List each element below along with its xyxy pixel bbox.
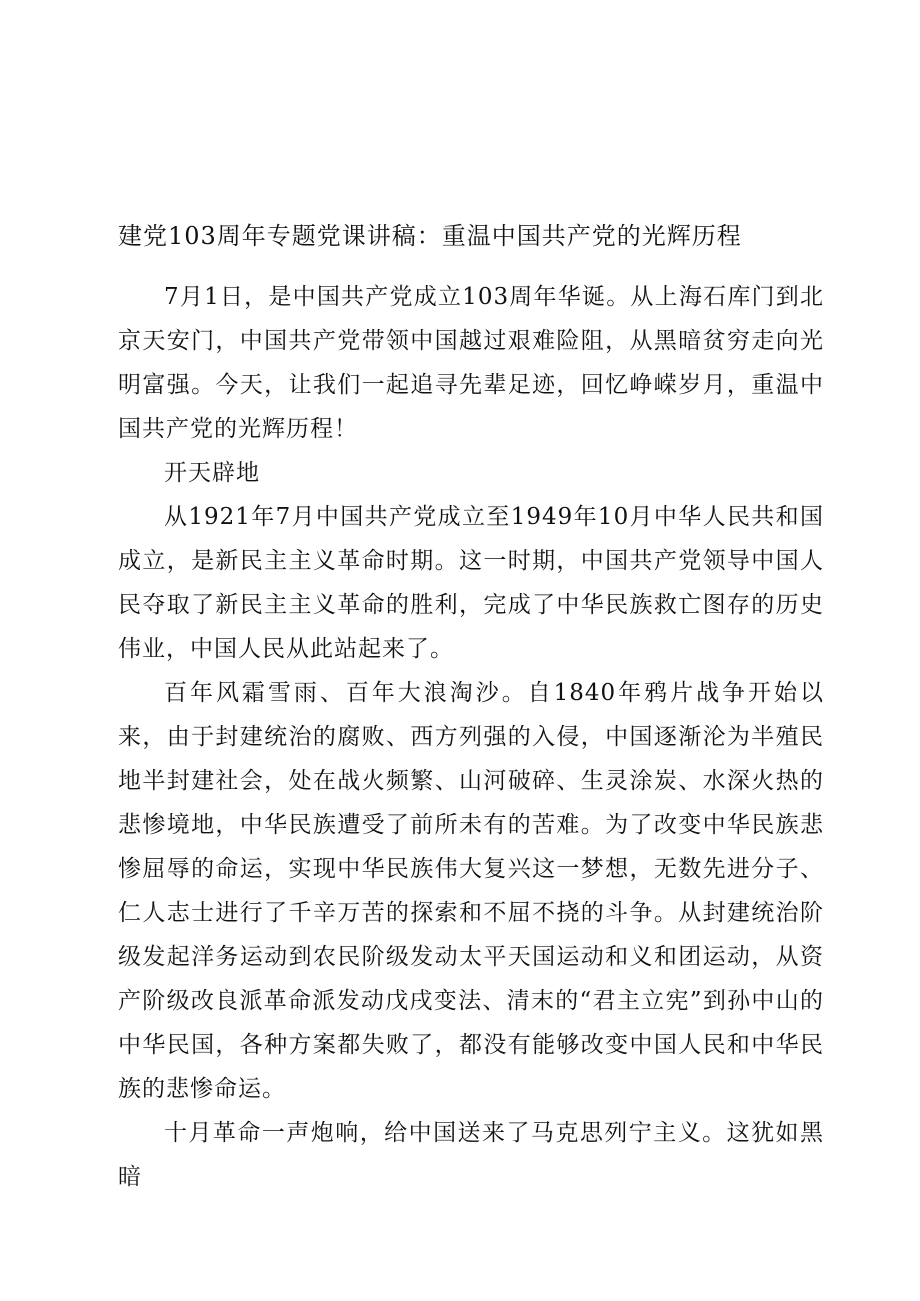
document-body [118, 275, 824, 1199]
body-paragraph-3: 十月革命一声炮响，给中国送来了马克思列宁主义。这犹如黑暗 [118, 1120, 824, 1190]
body-paragraph-2: 百年风霜雪雨、百年大浪淘沙。自1840年鸦片战争开始以来，由于封建统治的腐败、西方列强的入侵，中国逐渐沦为半殖民地半封建社会，处在战火频繁、山河破碎、生灵涂炭、水深火热的悲惨境地，中华民族遭受了前所未有的苦难。为了改变中华民族悲惨屈辱的命运，实现中华民族伟大复兴这一梦想，无数先进分子、仁人志士进行了千辛万苦的探索和不屈不挠的斗争。从封建统治阶级发起洋务运动到农民阶级发动太平天国运动和义和团运动，从资产阶级改良派革命派发动戊戌变法、清末的“君主立宪”到孙中山的中华民国，各种方案都失败了，都没有能够改变中国人民和中华民族的悲惨命运。 [118, 680, 824, 1102]
body-paragraph-1: 从1921年7月中国共产党成立至1949年10月中华人民共和国成立，是新民主主义革命时期。这一时期，中国共产党领导中国人民夺取了新民主主义革命的胜利，完成了中华民族救亡图存的历史伟业，中国人民从此站起来了。 [118, 504, 824, 662]
section-heading: 开天辟地 [164, 460, 260, 486]
document-title: 建党103周年专题党课讲稿：重温中国共产党的光辉历程 [118, 222, 742, 250]
intro-paragraph: 7月1日，是中国共产党成立103周年华诞。从上海石库门到北京天安门，中国共产党带领中国越过艰难险阻，从黑暗贫穷走向光明富强。今天，让我们一起追寻先辈足迹，回忆峥嵘岁月，重温中国共产党的光辉历程！ [118, 284, 824, 442]
